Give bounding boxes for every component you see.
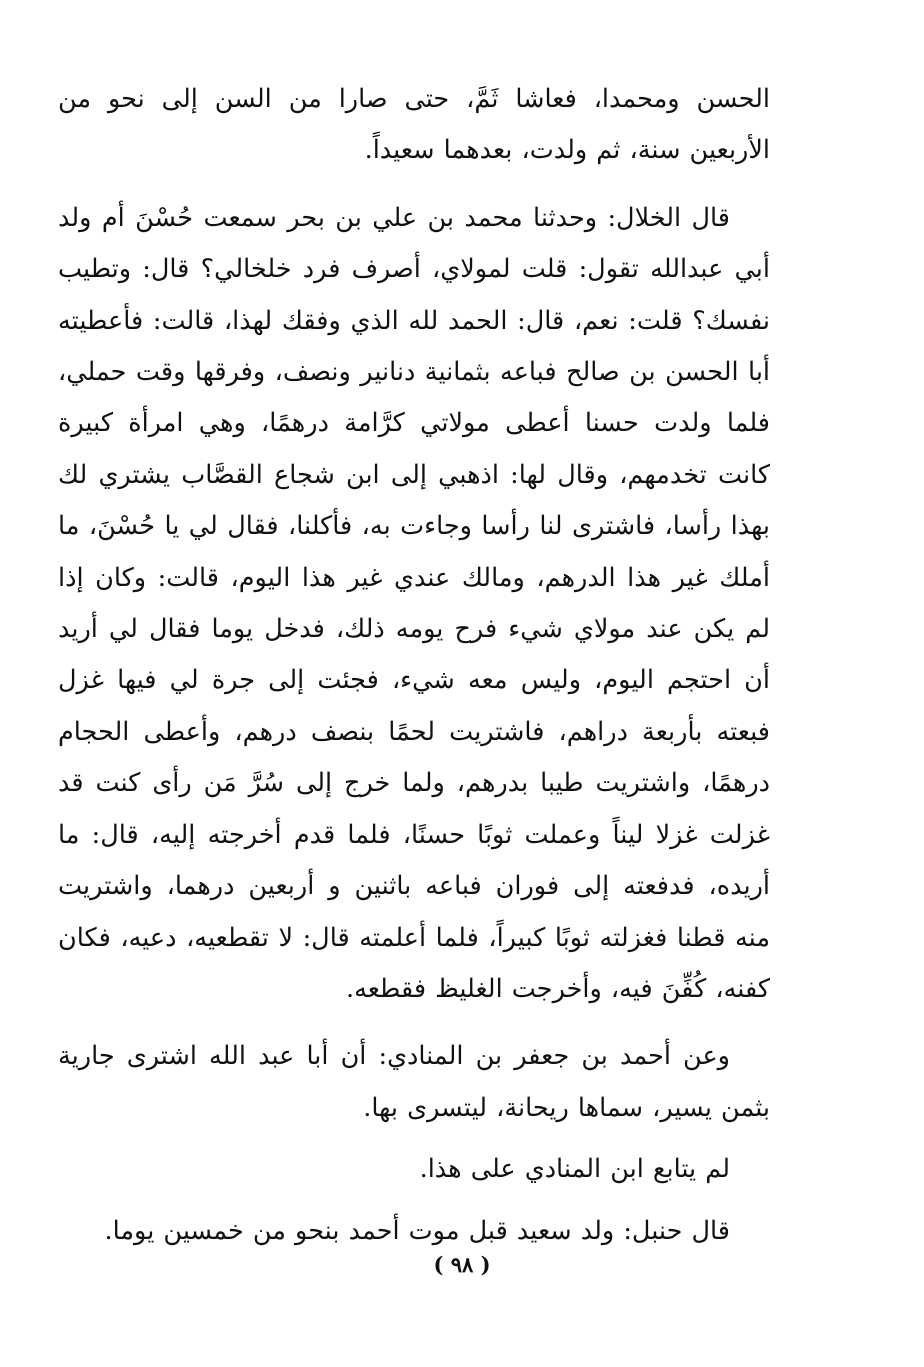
paragraph-khallal-narration: قال الخلال: وحدثنا محمد بن علي بن بحر سمعت حُسْنَ أم ولد أبي عبدالله تقول: قلت لمولاي، أصرف فرد خلخالي؟ قال: وتطيب نفسك؟ قلت: نعم، قال: الحمد لله الذي وفقك لهذا، قالت: فأعطيته أبا الحسن بن صالح فباعه بثمانية دنانير ونصف، وفرقها وقت حملي، فلما ولدت حسنا أعطى مولاتي كرَّامة درهمًا، وهي امرأة كبيرة كانت تخدمهم، وقال لها: اذهبي إلى ابن شجاع القصَّاب يشتري لك بهذا رأسا، فاشترى لنا رأسا وجاءت به، فأكلنا، فقال لي يا حُسْنَ، ما أملك غير هذا الدرهم، ومالك عندي غير هذا اليوم، قالت: وكان إذا لم يكن عند مولاي شيء فرح يومه ذلك، فدخل يوما فقال لي أريد أن احتجم اليوم، وليس معه شيء، فجئت إلى جرة لي فيها غزل فبعته بأربعة دراهم، فاشتريت لحمًا بنصف درهم، وأعطى الحجام درهمًا، واشتريت طيبا بدرهم، ولما خرج إلى سُرَّ مَن رأى كنت قد غزلت غزلا ليناً وعملت ثوبًا حسنًا، فلما قدم أخرجته إليه، قال: ما أريده، فدفعته إلى فوران فباعه باثنين و أربعين درهما، واشتريت منه قطنا فغزلته ثوبًا كبيراً، فلما أعلمته قال: لا تقطعيه، دعيه، فكان كفنه، كُفِّنَ فيه، وأخرجت الغليظ فقطعه.	[58, 202, 770, 1004]
paragraph-hanbal: قال حنبل: ولد سعيد قبل موت أحمد بنحو من خمسين يوما.	[104, 1215, 730, 1246]
paragraph-note: لم يتابع ابن المنادي على هذا.	[419, 1154, 730, 1185]
paragraph-continuation: الحسن ومحمدا، فعاشا ثَمَّ، حتى صارا من السن إلى نحو من الأربعين سنة، ثم ولدت، بعدهما سعيداً.	[58, 84, 770, 166]
page-number: ( ٩٨ )	[433, 1252, 491, 1277]
body-text	[58, 74, 770, 1257]
paragraph-ibn-munadi: وعن أحمد بن جعفر بن المنادي: أن أبا عبد الله اشترى جارية بثمن يسير، سماها ريحانة، ليتسرى بها.	[58, 1041, 770, 1123]
